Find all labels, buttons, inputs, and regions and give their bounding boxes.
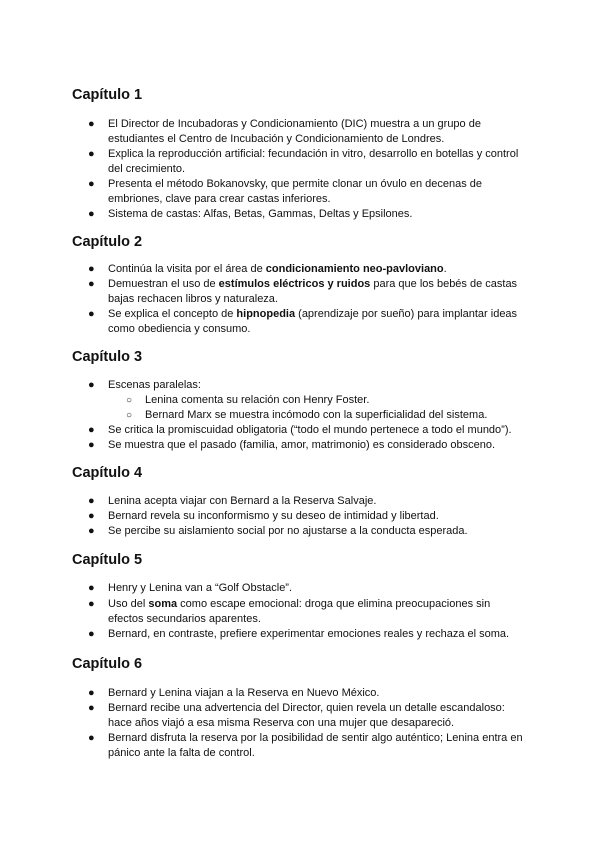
chapter-1-item-4: Sistema de castas: Alfas, Betas, Gammas, Deltas y Epsilones.	[108, 208, 413, 220]
chapter-2-title: Capítulo 2	[72, 234, 143, 250]
chapter-3-subitem-2: Bernard Marx se muestra incómodo con la superficialidad del sistema.	[145, 409, 488, 421]
chapter-6-item-3-line-2: pánico ante la falta de control.	[108, 747, 255, 759]
chapter-3-title: Capítulo 3	[72, 349, 143, 365]
bullet-marker: ●	[88, 424, 95, 436]
bullet-marker: ●	[88, 278, 95, 290]
sub-bullet-marker: ○	[126, 410, 133, 421]
chapter-2-item-2-line-1: Demuestran el uso de estímulos eléctricos y ruidos para que los bebés de castas	[108, 278, 518, 290]
chapter-2-item-3-line-2: como obediencia y consumo.	[108, 323, 251, 335]
chapter-4-item-1: Lenina acepta viajar con Bernard a la Reserva Salvaje.	[108, 495, 377, 507]
chapter-5-item-3: Bernard, en contraste, prefiere experimentar emociones reales y rechaza el soma.	[108, 628, 510, 640]
bullet-marker: ●	[88, 118, 95, 130]
bullet-marker: ●	[88, 687, 95, 699]
chapter-5-title: Capítulo 5	[72, 552, 143, 568]
chapter-6-item-2-line-1: Bernard recibe una advertencia del Director, quien revela un detalle escandaloso:	[108, 702, 505, 714]
chapter-4-title: Capítulo 4	[72, 465, 143, 481]
bullet-marker: ●	[88, 178, 95, 190]
chapter-3-item-2: Se critica la promiscuidad obligatoria (“todo el mundo pertenece a todo el mundo”).	[108, 424, 512, 436]
chapter-1-title: Capítulo 1	[72, 87, 143, 103]
chapter-3-item-3: Se muestra que el pasado (familia, amor, matrimonio) es considerado obsceno.	[108, 439, 496, 451]
chapter-1-item-2-line-1: Explica la reproducción artificial: fecundación in vitro, desarrollo en botellas y control	[108, 148, 519, 160]
bullet-marker: ●	[88, 263, 95, 275]
chapter-2-item-1: Continúa la visita por el área de condicionamiento neo-pavloviano.	[108, 263, 447, 275]
chapter-5-item-1: Henry y Lenina van a “Golf Obstacle”.	[108, 582, 293, 594]
chapter-5-item-2-line-1: Uso del soma como escape emocional: droga que elimina preocupaciones sin	[108, 598, 491, 610]
chapter-4-item-2: Bernard revela su inconformismo y su deseo de intimidad y libertad.	[108, 510, 439, 522]
chapter-6-item-2-line-2: hace años viajó a esa misma Reserva con una mujer que desapareció.	[108, 717, 455, 729]
bullet-marker: ●	[88, 582, 95, 594]
bullet-marker: ●	[88, 308, 95, 320]
chapter-1-item-3-line-1: Presenta el método Bokanovsky, que permite clonar un óvulo en decenas de	[108, 178, 483, 190]
chapter-4-item-3: Se percibe su aislamiento social por no ajustarse a la conducta esperada.	[108, 525, 468, 537]
chapter-2-item-2-line-2: bajas rechacen libros y naturaleza.	[108, 293, 278, 305]
bullet-marker: ●	[88, 732, 95, 744]
bullet-marker: ●	[88, 525, 95, 537]
bullet-marker: ●	[88, 702, 95, 714]
bullet-marker: ●	[88, 598, 95, 610]
chapter-6-item-1: Bernard y Lenina viajan a la Reserva en Nuevo México.	[108, 687, 380, 699]
chapter-5-item-2-line-2: efectos secundarios aparentes.	[108, 613, 261, 625]
chapter-6-title: Capítulo 6	[72, 656, 143, 672]
bullet-marker: ●	[88, 510, 95, 522]
chapter-1-item-1-line-2: estudiantes el Centro de Incubación y Condicionamiento de Londres.	[108, 133, 445, 145]
chapter-3-item-1: Escenas paralelas:	[108, 379, 201, 391]
chapter-3-subitem-1: Lenina comenta su relación con Henry Foster.	[145, 394, 370, 406]
bullet-marker: ●	[88, 439, 95, 451]
chapter-2-item-3-line-1: Se explica el concepto de hipnopedia (aprendizaje por sueño) para implantar ideas	[108, 308, 518, 320]
chapter-1-item-1-line-1: El Director de Incubadoras y Condicionamiento (DIC) muestra a un grupo de	[108, 118, 481, 130]
chapter-1-item-3-line-2: embriones, clave para crear castas inferiores.	[108, 193, 331, 205]
chapter-6-item-3-line-1: Bernard disfruta la reserva por la posibilidad de sentir algo auténtico; Lenina entra en	[108, 732, 523, 744]
bullet-marker: ●	[88, 379, 95, 391]
bullet-marker: ●	[88, 148, 95, 160]
bullet-marker: ●	[88, 495, 95, 507]
chapter-1-item-2-line-2: del crecimiento.	[108, 163, 186, 175]
bullet-marker: ●	[88, 628, 95, 640]
bullet-marker: ●	[88, 208, 95, 220]
sub-bullet-marker: ○	[126, 395, 133, 406]
